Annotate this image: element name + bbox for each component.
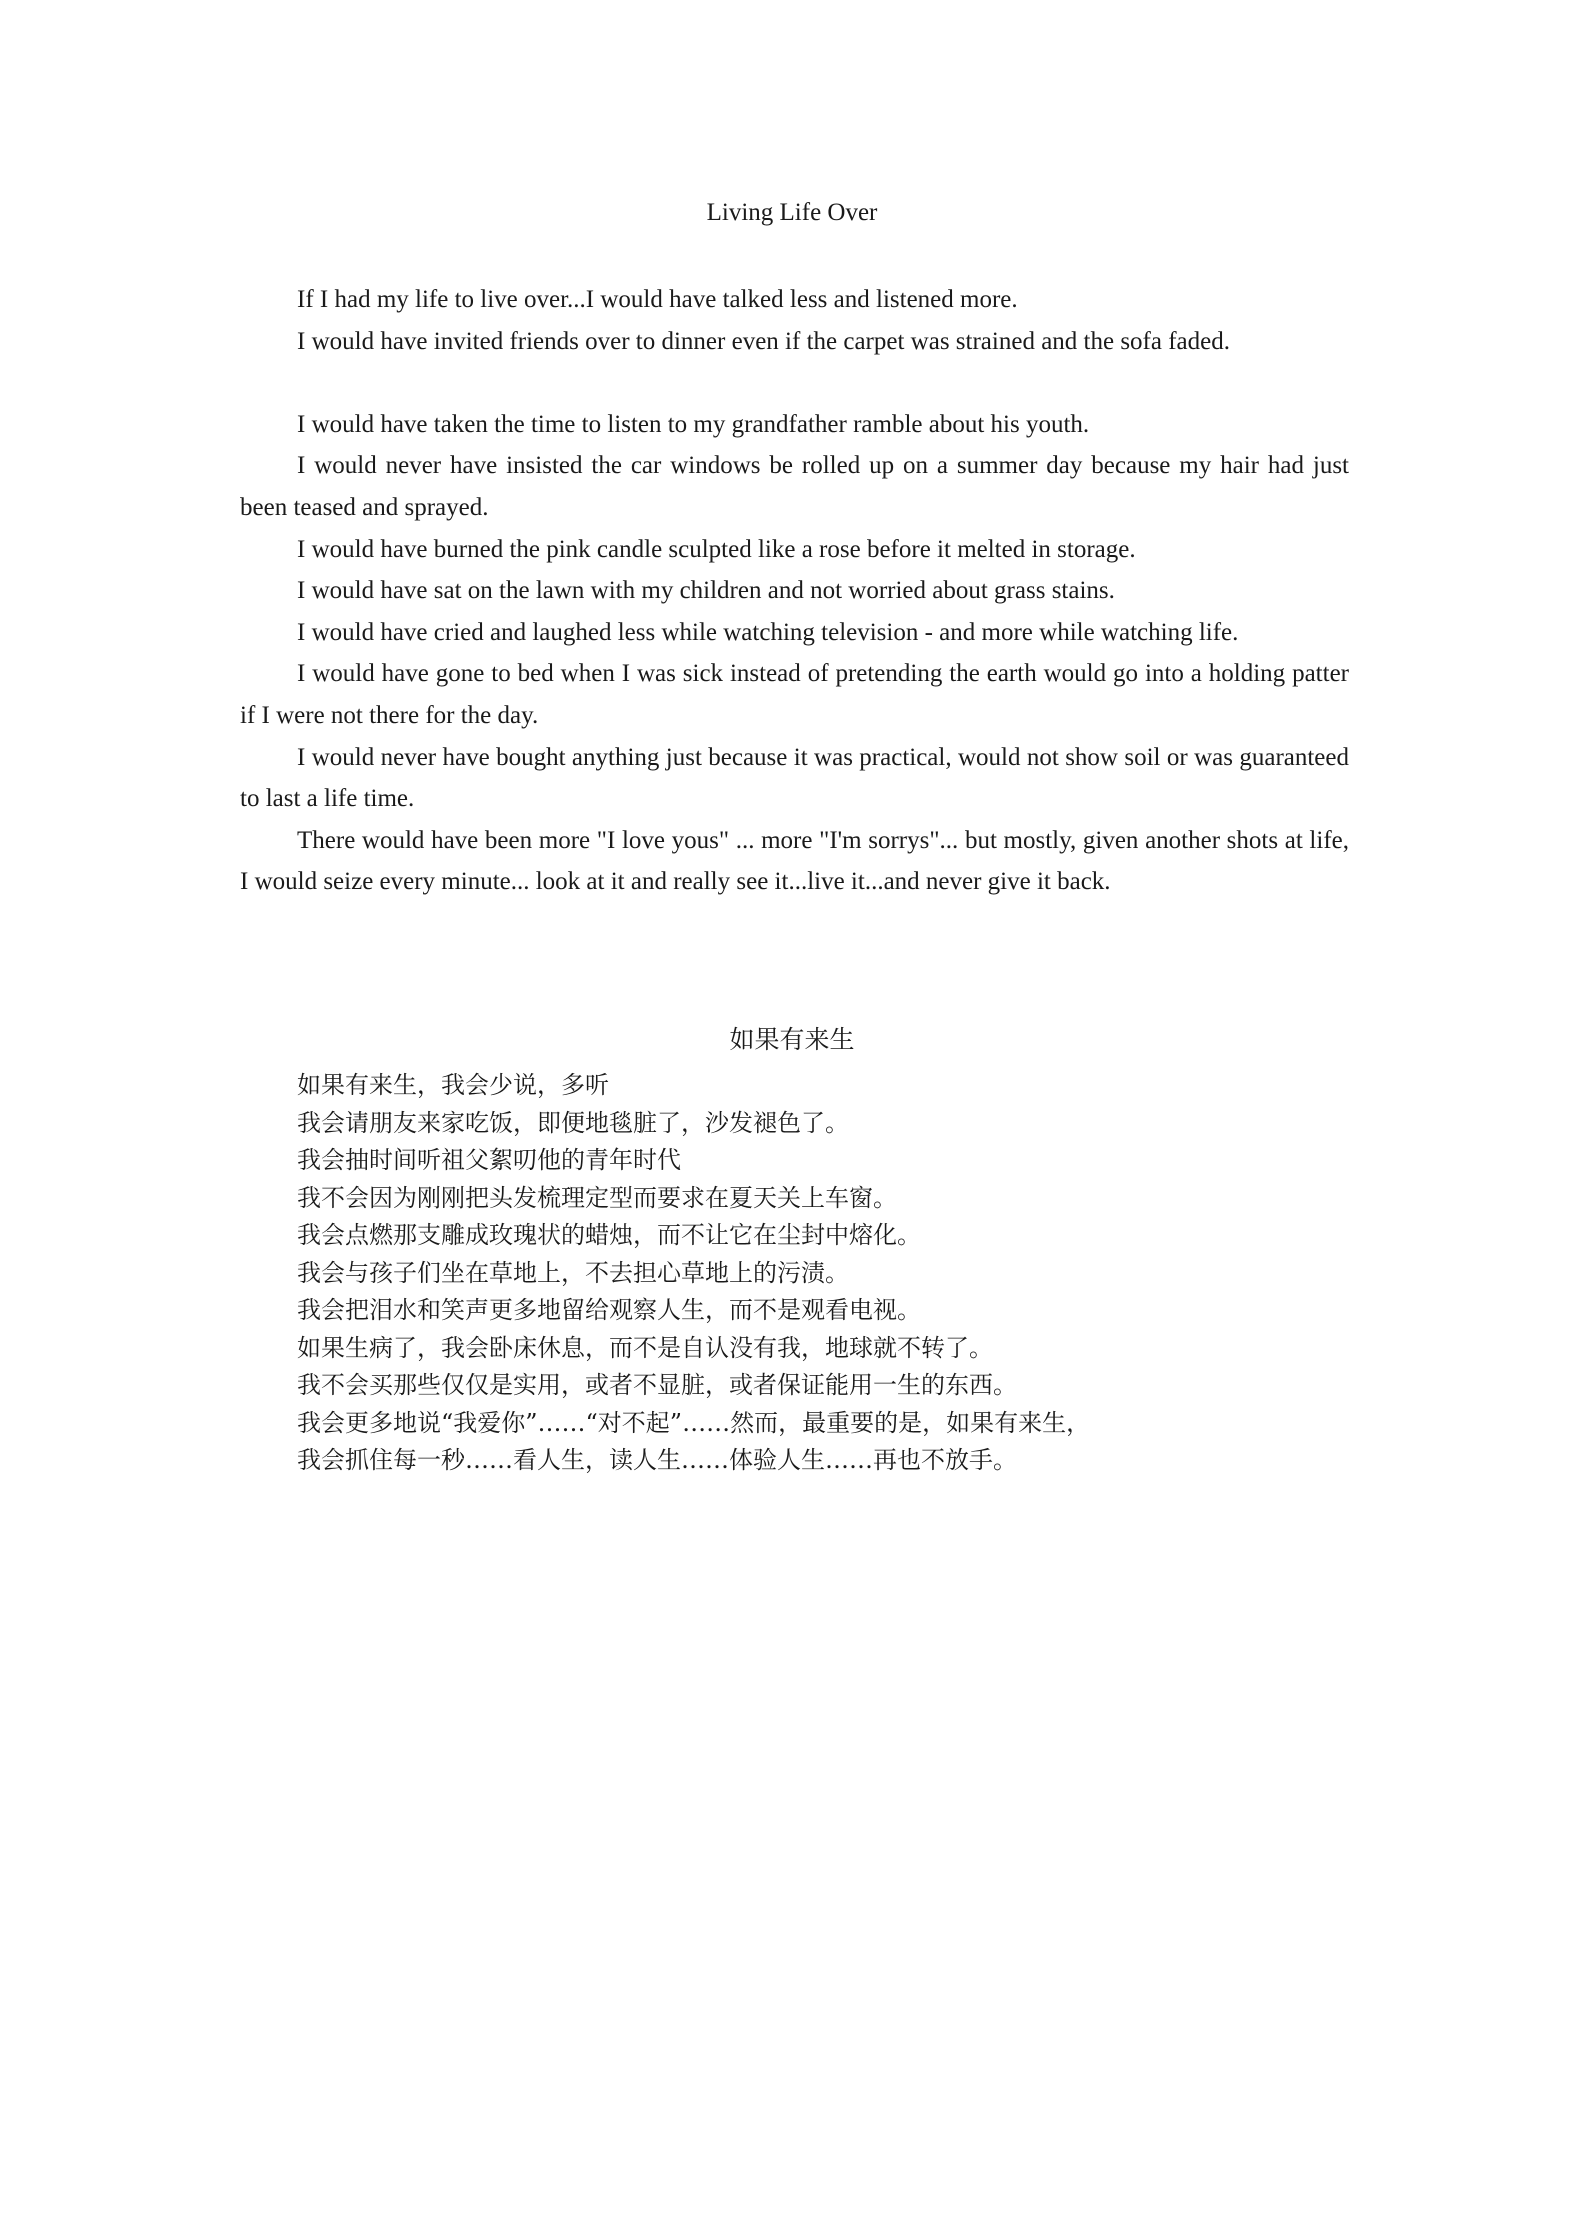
english-paragraph: I would never have bought anything just because it was practical, would not show soil or was guaranteed to last a life time. (240, 743, 1349, 813)
english-paragraph: I would have cried and laughed less while watching television - and more while watching life. (297, 618, 1239, 646)
english-body (240, 279, 1349, 903)
english-paragraph: If I had my life to live over...I would have talked less and listened more. (297, 286, 1018, 313)
chinese-line: 我会抓住每一秒……看人生，读人生……体验人生……再也不放手。 (297, 1446, 1017, 1474)
chinese-line: 我会请朋友来家吃饭，即便地毯脏了，沙发褪色了。 (297, 1108, 849, 1137)
english-paragraph: I would have gone to bed when I was sick instead of pretending the earth would go into a holding patter if I were not there for the day. (240, 660, 1349, 729)
chinese-line: 我不会因为刚刚把头发梳理定型而要求在夏天关上车窗。 (297, 1183, 897, 1212)
english-paragraph: I would have sat on the lawn with my children and not worried about grass stains. (297, 577, 1115, 605)
english-paragraph: I would have burned the pink candle sculpted like a rose before it melted in storage. (297, 535, 1136, 563)
chinese-line: 如果有来生，我会少说，多听 (297, 1071, 609, 1099)
english-paragraph: I would have invited friends over to dinner even if the carpet was strained and the sofa faded. (297, 327, 1230, 355)
chinese-line: 如果生病了，我会卧床休息，而不是自认没有我，地球就不转了。 (297, 1333, 993, 1362)
english-title: Living Life Over (706, 199, 878, 226)
chinese-line: 我会点燃那支雕成玫瑰状的蜡烛，而不让它在尘封中熔化。 (297, 1221, 921, 1249)
chinese-body (297, 1067, 1349, 1480)
english-paragraph: I would have taken the time to listen to my grandfather ramble about his youth. (297, 410, 1090, 438)
chinese-line: 我会与孩子们坐在草地上，不去担心草地上的污渍。 (297, 1258, 849, 1287)
chinese-line: 我会更多地说“我爱你”……“对不起”……然而，最重要的是，如果有来生， (297, 1408, 1091, 1437)
chinese-title: 如果有来生 (729, 1027, 855, 1054)
paragraph-spacer (240, 362, 1349, 404)
chinese-line: 我会抽时间听祖父絮叨他的青年时代 (297, 1146, 681, 1174)
english-paragraph: There would have been more "I love yous" ... more "I'm sorrys"... but mostly, given another shots at life, I would seize every minute... look at it and really see it...live it...and never give it back. (240, 826, 1349, 896)
chinese-line: 我会把泪水和笑声更多地留给观察人生，而不是观看电视。 (297, 1296, 921, 1324)
chinese-line: 我不会买那些仅仅是实用，或者不显脏，或者保证能用一生的东西。 (297, 1371, 1017, 1399)
english-paragraph: I would never have insisted the car windows be rolled up on a summer day because my hair had just been teased and sprayed. (240, 452, 1349, 521)
